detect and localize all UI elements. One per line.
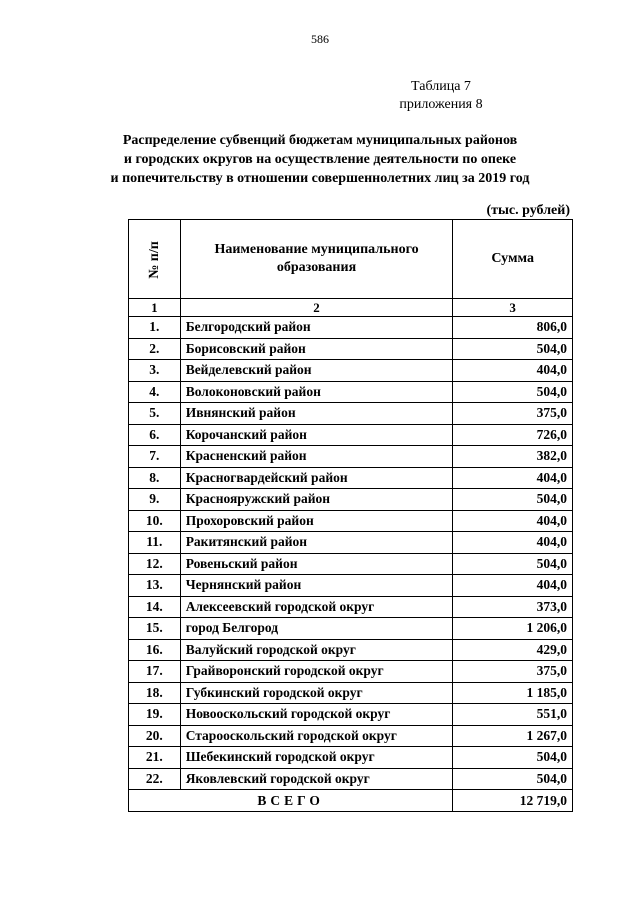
row-name: Ровеньский район — [180, 553, 453, 575]
table-row — [129, 661, 573, 683]
table-row — [129, 639, 573, 661]
table-row — [129, 424, 573, 446]
table-caption — [386, 78, 496, 114]
table-row — [129, 596, 573, 618]
row-sum: 382,0 — [453, 446, 573, 468]
total-sum: 12 719,0 — [453, 790, 573, 812]
column-index-3: 3 — [453, 299, 573, 317]
row-number: 21. — [129, 747, 181, 769]
subvention-table — [128, 219, 573, 812]
row-name: Яковлевский городской округ — [180, 768, 453, 790]
row-sum: 404,0 — [453, 510, 573, 532]
row-name: Вейделевский район — [180, 360, 453, 382]
row-sum: 373,0 — [453, 596, 573, 618]
document-title-line3: и попечительству в отношении совершеннолетних лиц за 2019 год — [110, 171, 530, 186]
row-name: Белгородский район — [180, 317, 453, 339]
row-number: 17. — [129, 661, 181, 683]
table-caption-line2: приложения 8 — [399, 97, 483, 112]
table-row — [129, 360, 573, 382]
header-name-line2: образования — [276, 260, 357, 275]
row-name: Ракитянский район — [180, 532, 453, 554]
header-name — [180, 220, 453, 299]
row-sum: 404,0 — [453, 532, 573, 554]
row-number: 1. — [129, 317, 181, 339]
table-row — [129, 575, 573, 597]
row-sum: 1 267,0 — [453, 725, 573, 747]
row-number: 15. — [129, 618, 181, 640]
total-label: ВСЕГО — [129, 790, 453, 812]
header-name-line1: Наименование муниципального — [214, 242, 419, 257]
table-row — [129, 553, 573, 575]
table-row — [129, 768, 573, 790]
row-name: Борисовский район — [180, 338, 453, 360]
row-name: Новооскольский городской округ — [180, 704, 453, 726]
row-number: 16. — [129, 639, 181, 661]
row-sum: 504,0 — [453, 747, 573, 769]
document-title-line1: Распределение субвенций бюджетам муниципальных районов — [122, 133, 518, 148]
row-number: 8. — [129, 467, 181, 489]
row-number: 3. — [129, 360, 181, 382]
column-index-1: 1 — [129, 299, 181, 317]
row-name: Прохоровский район — [180, 510, 453, 532]
row-number: 9. — [129, 489, 181, 511]
row-name: Красногвардейский район — [180, 467, 453, 489]
row-number: 4. — [129, 381, 181, 403]
table-row — [129, 338, 573, 360]
row-sum: 504,0 — [453, 553, 573, 575]
document-title — [100, 131, 540, 188]
row-number: 13. — [129, 575, 181, 597]
row-sum: 1 206,0 — [453, 618, 573, 640]
document-title-line2: и городских округов на осуществление деятельности по опеке — [123, 152, 517, 167]
row-name: Валуйский городской округ — [180, 639, 453, 661]
row-name: Корочанский район — [180, 424, 453, 446]
row-name: Грайворонский городской округ — [180, 661, 453, 683]
row-sum: 375,0 — [453, 661, 573, 683]
row-name: Чернянский район — [180, 575, 453, 597]
table-row — [129, 725, 573, 747]
table-row — [129, 532, 573, 554]
row-number: 19. — [129, 704, 181, 726]
row-sum: 504,0 — [453, 768, 573, 790]
table-row — [129, 489, 573, 511]
row-name: Шебекинский городской округ — [180, 747, 453, 769]
row-name: Губкинский городской округ — [180, 682, 453, 704]
row-sum: 504,0 — [453, 381, 573, 403]
row-sum: 726,0 — [453, 424, 573, 446]
table-row — [129, 317, 573, 339]
row-name: Старооскольский городской округ — [180, 725, 453, 747]
row-number: 14. — [129, 596, 181, 618]
row-sum: 504,0 — [453, 489, 573, 511]
row-name: Волоконовский район — [180, 381, 453, 403]
row-name: Ивнянский район — [180, 403, 453, 425]
table-body — [129, 317, 573, 790]
row-sum: 551,0 — [453, 704, 573, 726]
row-sum: 504,0 — [453, 338, 573, 360]
row-sum: 404,0 — [453, 575, 573, 597]
total-row — [129, 790, 573, 812]
header-sum: Сумма — [453, 220, 573, 299]
table-caption-line1: Таблица 7 — [411, 79, 471, 94]
table-row — [129, 704, 573, 726]
table-row — [129, 403, 573, 425]
table-header-row — [129, 220, 573, 299]
row-sum: 429,0 — [453, 639, 573, 661]
row-number: 2. — [129, 338, 181, 360]
table-row — [129, 747, 573, 769]
page-number: 586 — [311, 32, 329, 46]
row-sum: 375,0 — [453, 403, 573, 425]
row-sum: 1 185,0 — [453, 682, 573, 704]
table-row — [129, 618, 573, 640]
row-number: 20. — [129, 725, 181, 747]
row-number: 10. — [129, 510, 181, 532]
row-number: 5. — [129, 403, 181, 425]
row-number: 12. — [129, 553, 181, 575]
table-row — [129, 510, 573, 532]
row-number: 6. — [129, 424, 181, 446]
table-row — [129, 381, 573, 403]
header-num — [129, 220, 181, 299]
row-number: 7. — [129, 446, 181, 468]
row-number: 18. — [129, 682, 181, 704]
column-index-row — [129, 299, 573, 317]
table-row — [129, 682, 573, 704]
row-number: 11. — [129, 532, 181, 554]
row-sum: 404,0 — [453, 467, 573, 489]
row-name: город Белгород — [180, 618, 453, 640]
table-row — [129, 446, 573, 468]
row-number: 22. — [129, 768, 181, 790]
row-name: Краснояружский район — [180, 489, 453, 511]
table-row — [129, 467, 573, 489]
row-name: Алексеевский городской округ — [180, 596, 453, 618]
header-num-label: № п/п — [146, 240, 162, 279]
row-sum: 806,0 — [453, 317, 573, 339]
row-name: Красненский район — [180, 446, 453, 468]
column-index-2: 2 — [180, 299, 453, 317]
row-sum: 404,0 — [453, 360, 573, 382]
units-label: (тыс. рублей) — [486, 203, 570, 218]
